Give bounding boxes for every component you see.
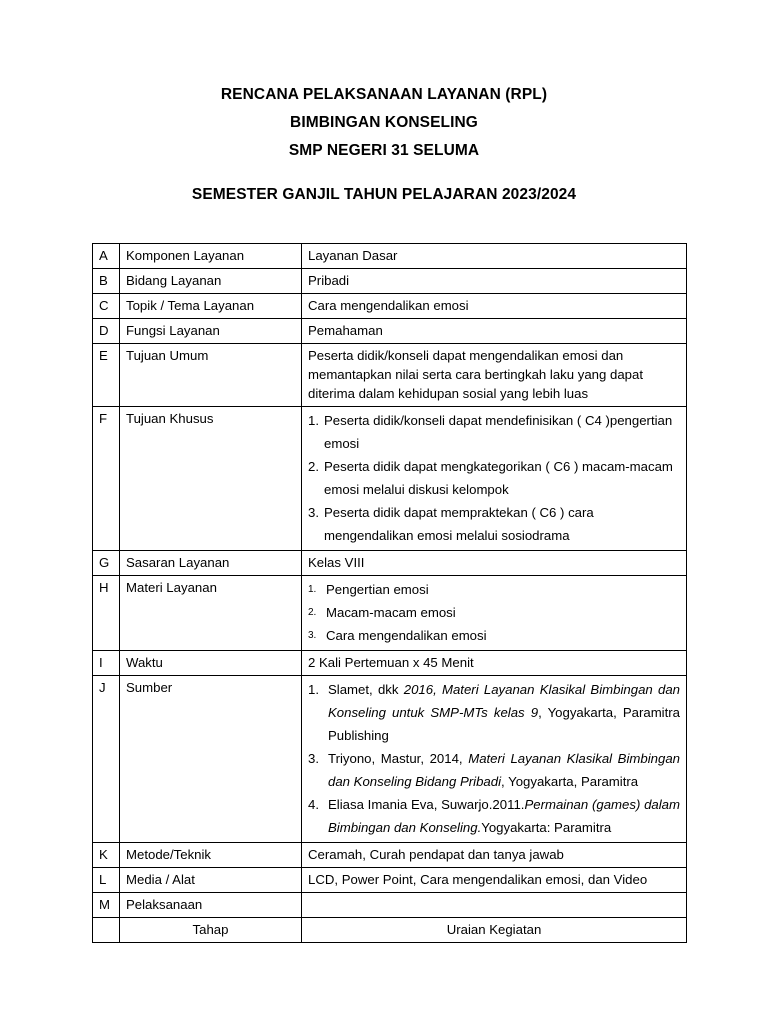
list-item: 2. Macam-macam emosi	[308, 605, 456, 620]
document-header	[0, 86, 768, 206]
row-value: Cara mengendalikan emosi	[302, 294, 687, 319]
row-label: Tujuan Umum	[120, 344, 302, 407]
row-label: Fungsi Layanan	[120, 319, 302, 344]
row-value	[302, 893, 687, 918]
row-code: I	[93, 651, 120, 676]
row-label: Sasaran Layanan	[120, 551, 302, 576]
row-value: Kelas VIII	[302, 551, 687, 576]
row-code: J	[93, 676, 120, 843]
row-value: Ceramah, Curah pendapat dan tanya jawab	[302, 843, 687, 868]
list-item: 1. Peserta didik/konseli dapat mendefinisikan ( C4 )pengertian emosi	[308, 413, 673, 451]
list-item: 3. Cara mengendalikan emosi	[308, 628, 487, 643]
row-value: 2 Kali Pertemuan x 45 Menit	[302, 651, 687, 676]
row-code: A	[93, 244, 120, 269]
row-code: B	[93, 269, 120, 294]
row-label: Bidang Layanan	[120, 269, 302, 294]
table-row	[93, 407, 687, 551]
row-code: F	[93, 407, 120, 551]
table-row	[93, 843, 687, 868]
row-value	[302, 576, 687, 651]
sumber-list	[308, 678, 680, 839]
row-code: H	[93, 576, 120, 651]
row-value	[302, 407, 687, 551]
list-item: 3. Peserta didik dapat mempraktekan ( C6 ) cara mengendalikan emosi melalui sosiodrama	[308, 505, 594, 543]
row-code: K	[93, 843, 120, 868]
list-item: 3. Triyono, Mastur, 2014, Materi Layanan Klasikal Bimbingan dan Konseling Bidang Pribadi, Yogyakarta, Paramitra	[308, 751, 680, 789]
row-code: G	[93, 551, 120, 576]
table-row	[93, 918, 687, 943]
row-label: Pelaksanaan	[120, 893, 302, 918]
table-row	[93, 344, 687, 407]
list-item: 1. Slamet, dkk 2016, Materi Layanan Klasikal Bimbingan dan Konseling untuk SMP-MTs kelas 9, Yogyakarta, Paramitra Publishing	[308, 682, 680, 743]
row-value	[302, 676, 687, 843]
tujuan-khusus-list	[308, 409, 680, 547]
table-row	[93, 868, 687, 893]
column-header-uraian: Uraian Kegiatan	[302, 918, 687, 943]
row-code: C	[93, 294, 120, 319]
row-label: Tujuan Khusus	[120, 407, 302, 551]
table-row	[93, 319, 687, 344]
table-row	[93, 551, 687, 576]
row-label: Sumber	[120, 676, 302, 843]
row-code	[93, 918, 120, 943]
row-code: D	[93, 319, 120, 344]
school-name: SMP NEGERI 31 SELUMA	[288, 142, 480, 159]
table-row	[93, 893, 687, 918]
document-subtitle: BIMBINGAN KONSELING	[290, 114, 478, 131]
row-code: E	[93, 344, 120, 407]
list-item: 4. Eliasa Imania Eva, Suwarjo.2011.Permainan (games) dalam Bimbingan dan Konseling.Yogyakarta: Paramitra	[308, 797, 680, 835]
row-label: Topik / Tema Layanan	[120, 294, 302, 319]
row-label: Materi Layanan	[120, 576, 302, 651]
table-row	[93, 244, 687, 269]
row-label: Komponen Layanan	[120, 244, 302, 269]
document-title: RENCANA PELAKSANAAN LAYANAN (RPL)	[220, 86, 548, 103]
row-label: Metode/Teknik	[120, 843, 302, 868]
row-value: Layanan Dasar	[302, 244, 687, 269]
table-row	[93, 676, 687, 843]
list-item: 1. Pengertian emosi	[308, 582, 429, 597]
table-row	[93, 576, 687, 651]
rpl-table	[92, 243, 687, 943]
row-value: LCD, Power Point, Cara mengendalikan emosi, dan Video	[302, 868, 687, 893]
column-header-tahap: Tahap	[120, 918, 302, 943]
materi-list	[308, 578, 680, 647]
table-row	[93, 269, 687, 294]
row-label: Media / Alat	[120, 868, 302, 893]
row-code: L	[93, 868, 120, 893]
table-row	[93, 294, 687, 319]
list-item: 2. Peserta didik dapat mengkategorikan ( C6 ) macam-macam emosi melalui diskusi kelompok	[308, 459, 673, 497]
semester-title: SEMESTER GANJIL TAHUN PELAJARAN 2023/2024	[191, 186, 577, 203]
table-row	[93, 651, 687, 676]
row-value: Pribadi	[302, 269, 687, 294]
row-value: Peserta didik/konseli dapat mengendalikan emosi dan memantapkan nilai serta cara bertingkah laku yang dapat diterima dalam kehidupan sosial yang lebih luas	[302, 344, 687, 407]
row-label: Waktu	[120, 651, 302, 676]
row-value: Pemahaman	[302, 319, 687, 344]
row-code: M	[93, 893, 120, 918]
